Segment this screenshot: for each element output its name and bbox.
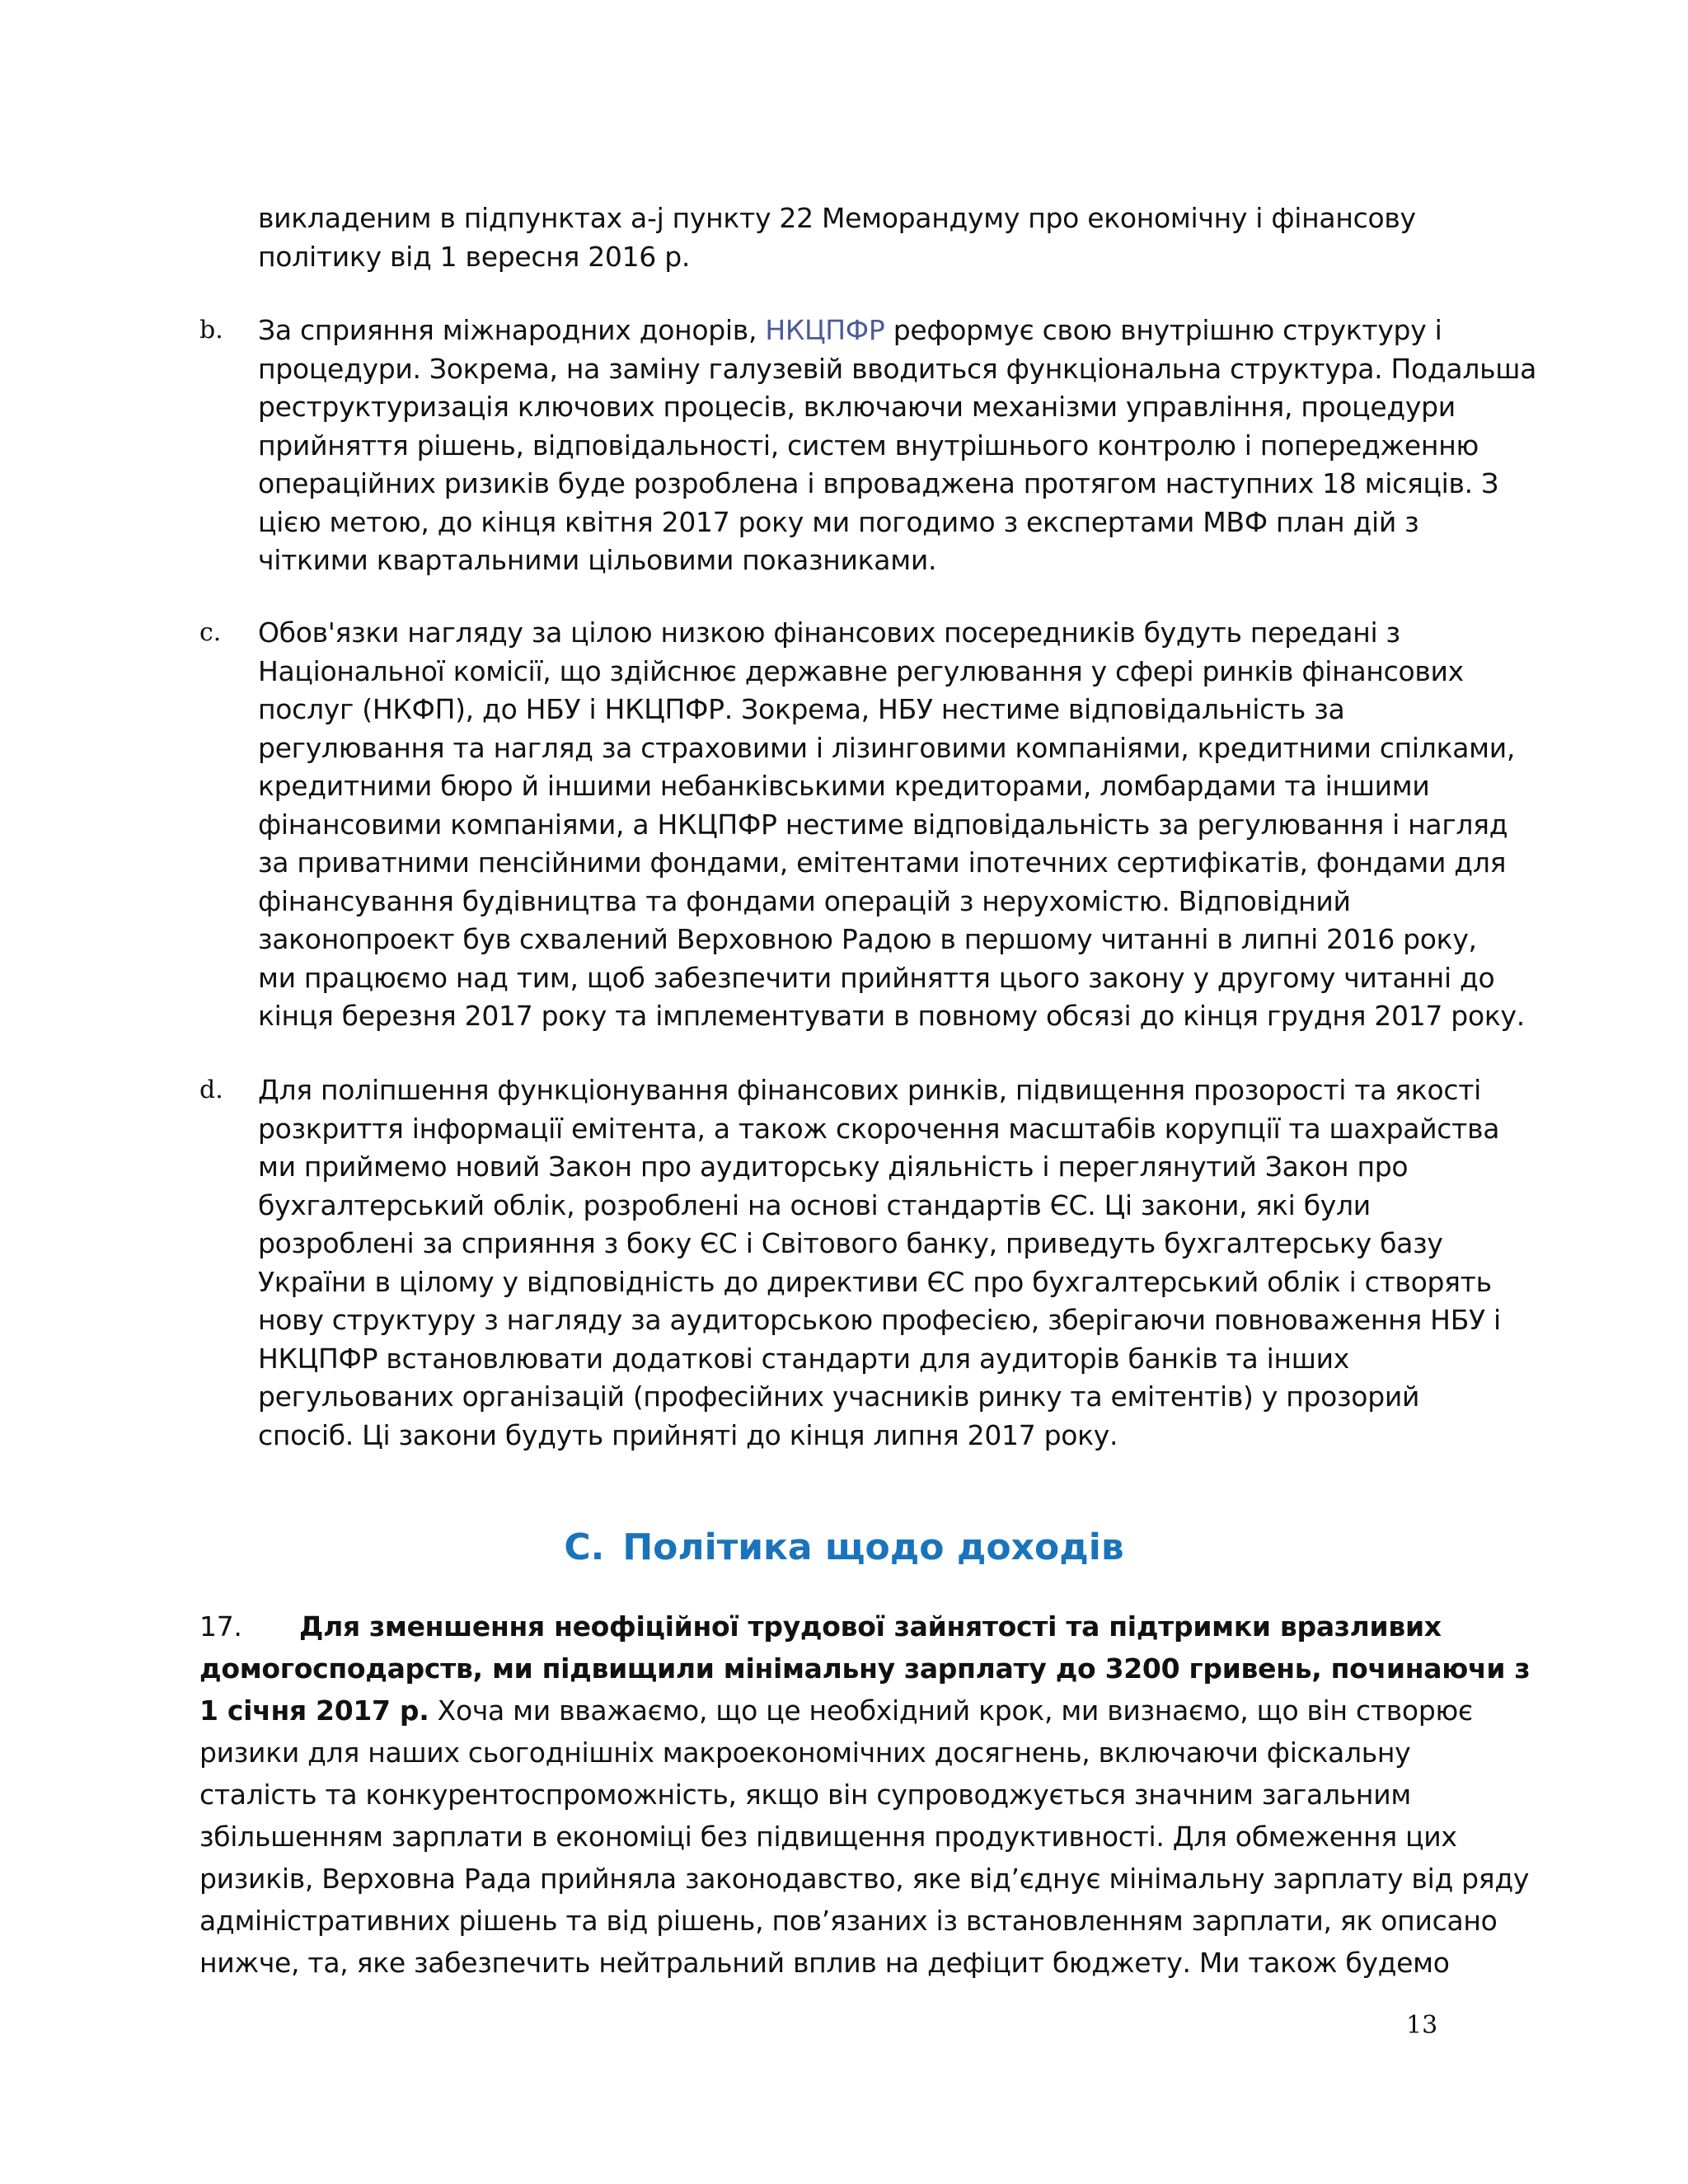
paragraph-number: 17. — [199, 1610, 242, 1643]
text-line: реструктуризація ключових процесів, включаючи механізми управління, процедури — [258, 391, 1456, 423]
text-line: кредитними бюро й іншими небанківськими кредиторами, ломбардами та іншими — [258, 770, 1430, 802]
text-line: чіткими квартальними цільовими показниками. — [258, 544, 937, 576]
text-line: законопроект був схвалений Верховною Радою в першому читанні в липні 2016 року, — [258, 923, 1477, 955]
text-line: процедури. Зокрема, на заміну галузевій вводиться функціональна структура. Подальша — [258, 352, 1537, 385]
text-line: послуг (НКФП), до НБУ і НКЦПФР. Зокрема, НБУ нестиме відповідальність за — [258, 693, 1345, 725]
text-line: бухгалтерський облік, розроблені на основі стандартів ЄС. Ці закони, які були — [258, 1188, 1371, 1221]
text-line: викладеним в підпунктах a-j пункту 22 Меморандуму про економічну і фінансову — [258, 202, 1416, 234]
section-heading — [0, 1523, 1688, 1572]
page-number: 13 — [1406, 2011, 1438, 2040]
list-item-d — [258, 1071, 1501, 1455]
text-line: регулювання та нагляд за страховими і лізинговими компаніями, кредитними спілками, — [258, 731, 1516, 764]
text-line: України в цілому у відповідність до директиви ЄС про бухгалтерський облік і створять — [258, 1265, 1492, 1298]
text-line: 1 січня 2017 р. Хоча ми вважаємо, що це необхідний крок, ми визнаємо, що він створює — [199, 1694, 1473, 1727]
text-line: адміністративних рішень та від рішень, пов’язаних із встановленням зарплати, як описано — [199, 1905, 1498, 1937]
text-line: домогосподарств, ми підвищили мінімальну зарплату до 3200 гривень, починаючи з — [199, 1652, 1531, 1685]
text-line: ми приймемо новий Закон про аудиторську діяльність і переглянутий Закон про — [258, 1151, 1409, 1183]
text-line: політику від 1 вересня 2016 р. — [258, 240, 691, 273]
text-line: збільшенням зарплати в економіці без підвищення продуктивності. Для обмеження цих — [199, 1821, 1457, 1853]
list-item-c — [258, 614, 1525, 1036]
text-line: ризиків, Верховна Рада прийняла законодавство, яке від’єднує мінімальну зарплату від ряду — [199, 1863, 1530, 1895]
paragraph-17 — [199, 1605, 1531, 1984]
text-line: сталість та конкурентоспроможність, якщо він супроводжується значним загальним — [199, 1779, 1411, 1811]
text-line: регульованих організацій (професійних учасників ринку та емітентів) у прозорий — [258, 1380, 1420, 1413]
text-line: операційних ризиків буде розроблена і впроваджена протягом наступних 18 місяців. З — [258, 467, 1498, 499]
text-line: ризики для наших сьогоднішніх макроекономічних досягнень, включаючи фіскальну — [199, 1736, 1411, 1769]
text-line: нижче, та, яке забезпечить нейтральний вплив на дефіцит бюджету. Ми також будемо — [199, 1947, 1450, 1979]
text-line: цією метою, до кінця квітня 2017 року ми погодимо з експертами МВФ план дій з — [258, 505, 1419, 538]
text-line: спосіб. Ці закони будуть прийняті до кінця липня 2017 року. — [258, 1418, 1118, 1451]
text-line: за приватними пенсійними фондами, емітентами іпотечних сертифікатів, фондами для — [258, 846, 1507, 879]
text-line: розкриття інформації емітента, а також скорочення масштабів корупції та шахрайства — [258, 1112, 1500, 1145]
item-marker-b: b. — [199, 316, 223, 344]
text-line: Для поліпшення функціонування фінансових ринків, підвищення прозорості та якості — [258, 1074, 1482, 1106]
text-line: НКЦПФР встановлювати додаткові стандарти для аудиторів банків та інших — [258, 1342, 1350, 1375]
text-line: За сприяння міжнародних донорів, НКЦПФР реформує свою внутрішню структуру і — [258, 314, 1442, 346]
text-line: розроблені за сприяння з боку ЄС і Світового банку, приведуть бухгалтерську базу — [258, 1227, 1443, 1259]
list-item-b — [258, 312, 1537, 580]
item-marker-d: d. — [199, 1076, 223, 1104]
continuation-text — [258, 199, 1445, 276]
text-line: ми працюємо над тим, щоб забезпечити прийняття цього закону у другому читанні до — [258, 961, 1495, 994]
text-line: Обов'язки нагляду за цілою низкою фінансових посередників будуть передані з — [258, 616, 1400, 649]
text-line: 17. Для зменшення неофіційної трудової зайнятості та підтримки вразливих — [199, 1605, 1452, 1647]
text-line: Національної комісії, що здійснює державне регулювання у сфері ринків фінансових — [258, 654, 1464, 687]
text-line: фінансовими компаніями, а НКЦПФР нестиме відповідальність за регулювання і нагляд — [258, 808, 1508, 841]
text-line: фінансування будівництва та фондами операцій з нерухомістю. Відповідний — [258, 884, 1351, 917]
text-line: кінця березня 2017 року та імплементувати в повному обсязі до кінця грудня 2017 року. — [258, 1000, 1525, 1032]
section-letter: C. — [564, 1526, 605, 1568]
text-line: прийняття рішень, відповідальності, систем внутрішнього контролю і попередженню — [258, 429, 1479, 462]
section-title: Політика щодо доходів — [622, 1526, 1124, 1568]
highlighted-term: НКЦПФР — [765, 314, 885, 346]
item-marker-c: c. — [199, 618, 222, 647]
text-line: нову структуру з нагляду за аудиторською професією, зберігаючи повноваження НБУ і — [258, 1304, 1501, 1336]
